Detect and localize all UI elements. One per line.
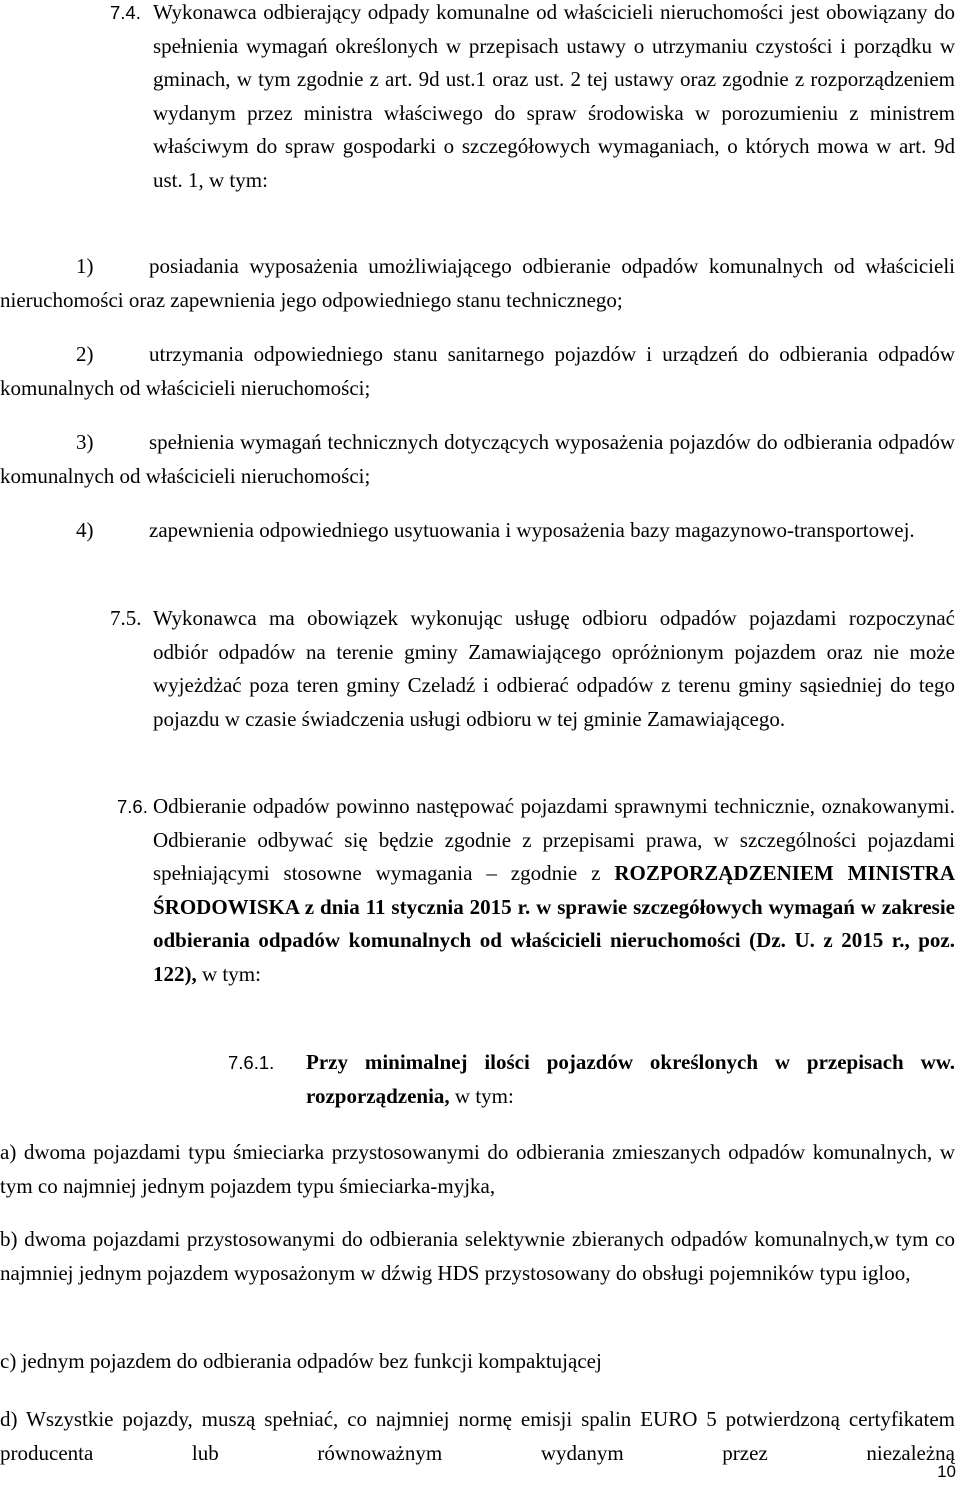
section-text: Przy minimalnej ilości pojazdów określonych w przepisach ww. rozporządzenia, w tym: (306, 1050, 955, 1108)
section-number: 7.6. (117, 796, 148, 817)
list-text: spełnienia wymagań technicznych dotyczących wyposażenia pojazdów do odbierania odpadów komunalnych od właścicieli nieruchomości; (0, 430, 955, 488)
list-item: d) Wszystkie pojazdy, muszą spełniać, co najmniej normę emisji spalin EURO 5 potwierdzoną certyfikatem producenta lub równoważnym wydanym przez niezależną (0, 1407, 955, 1465)
list-item (0, 249, 955, 317)
list-text: zapewnienia odpowiedniego usytuowania i wyposażenia bazy magazynowo-transportowej. (149, 518, 915, 542)
section-number: 7.5. (110, 606, 142, 630)
section-text: Wykonawca odbierający odpady komunalne od właścicieli nieruchomości jest obowiązany do spełnienia wymagań określonych w przepisach ustawy o utrzymaniu czystości i porządku w gminach, w tym zgodnie z art. 9d ust.1 oraz ust. 2 tej ustawy oraz zgodnie z rozporządzeniem wydanym przez ministra właściwego do spraw środowiska w porozumieniu z ministrem właściwym do spraw gospodarki o szczegółowych wymaganiach, o których mowa w art. 9d ust. 1, w tym: (153, 0, 955, 192)
list-item: c) jednym pojazdem do odbierania odpadów bez funkcji kompaktującej (0, 1349, 602, 1373)
list-text: posiadania wyposażenia umożliwiającego odbieranie odpadów komunalnych od właścicieli nieruchomości oraz zapewnienia jego odpowiedniego stanu technicznego; (0, 254, 955, 312)
regulation-title: ROZPORZĄDZENIEM MINISTRA ŚRODOWISKA z dnia 11 stycznia 2015 r. w sprawie szczegółowych wymagań w zakresie odbierania odpadów komunalnych od właścicieli nieruchomości (Dz. U. z 2015 r., poz. 122), (153, 861, 956, 986)
section-7-6-1 (228, 1046, 955, 1113)
list-item (0, 425, 955, 493)
section-text: Odbieranie odpadów powinno następować pojazdami sprawnymi technicznie, oznakowanymi. Odbieranie odbywać się będzie zgodnie z przepisami prawa, w szczególności pojazdami spełniającymi stosowne wymagania – zgodnie z ROZPORZĄDZENIEM MINISTRA ŚRODOWISKA z dnia 11 stycznia 2015 r. w sprawie szczegółowych wymagań w zakresie odbierania odpadów komunalnych od właścicieli nieruchomości (Dz. U. z 2015 r., poz. 122), w tym: (153, 794, 956, 986)
list-item: a) dwoma pojazdami typu śmieciarka przystosowanymi do odbierania zmieszanych odpadów komunalnych, w tym co najmniej jednym pojazdem typu śmieciarka-myjka, (0, 1140, 955, 1198)
section-number: 7.6.1. (228, 1052, 275, 1073)
list-item (0, 513, 955, 547)
section-7-5 (110, 602, 955, 736)
list-marker: 1) (76, 254, 94, 278)
section-number: 7.4. (110, 2, 141, 23)
list-item (0, 337, 955, 405)
section-7-6 (117, 790, 956, 991)
section-7-4 (110, 0, 955, 197)
list-item: b) dwoma pojazdami przystosowanymi do odbierania selektywnie zbieranych odpadów komunalnych,w tym co najmniej jednym pojazdem wyposażonym w dźwig HDS przystosowany do obsługi pojemników typu igloo, (0, 1227, 955, 1285)
section-text: Wykonawca ma obowiązek wykonując usługę odbioru odpadów pojazdami rozpoczynać odbiór odpadów na terenie gminy Zamawiającego opróżnionym pojazdem oraz nie może wyjeżdżać poza teren gminy Czeladź i odbierać odpadów z terenu gminy sąsiedniej do tego pojazdu w czasie świadczenia usługi odbioru w tej gminie Zamawiającego. (153, 606, 955, 731)
list-marker: 4) (76, 518, 94, 542)
list-marker: 2) (76, 342, 94, 366)
page-number: 10 (937, 1462, 956, 1481)
list-marker: 3) (76, 430, 94, 454)
list-text: utrzymania odpowiedniego stanu sanitarnego pojazdów i urządzeń do odbierania odpadów komunalnych od właścicieli nieruchomości; (0, 342, 955, 400)
